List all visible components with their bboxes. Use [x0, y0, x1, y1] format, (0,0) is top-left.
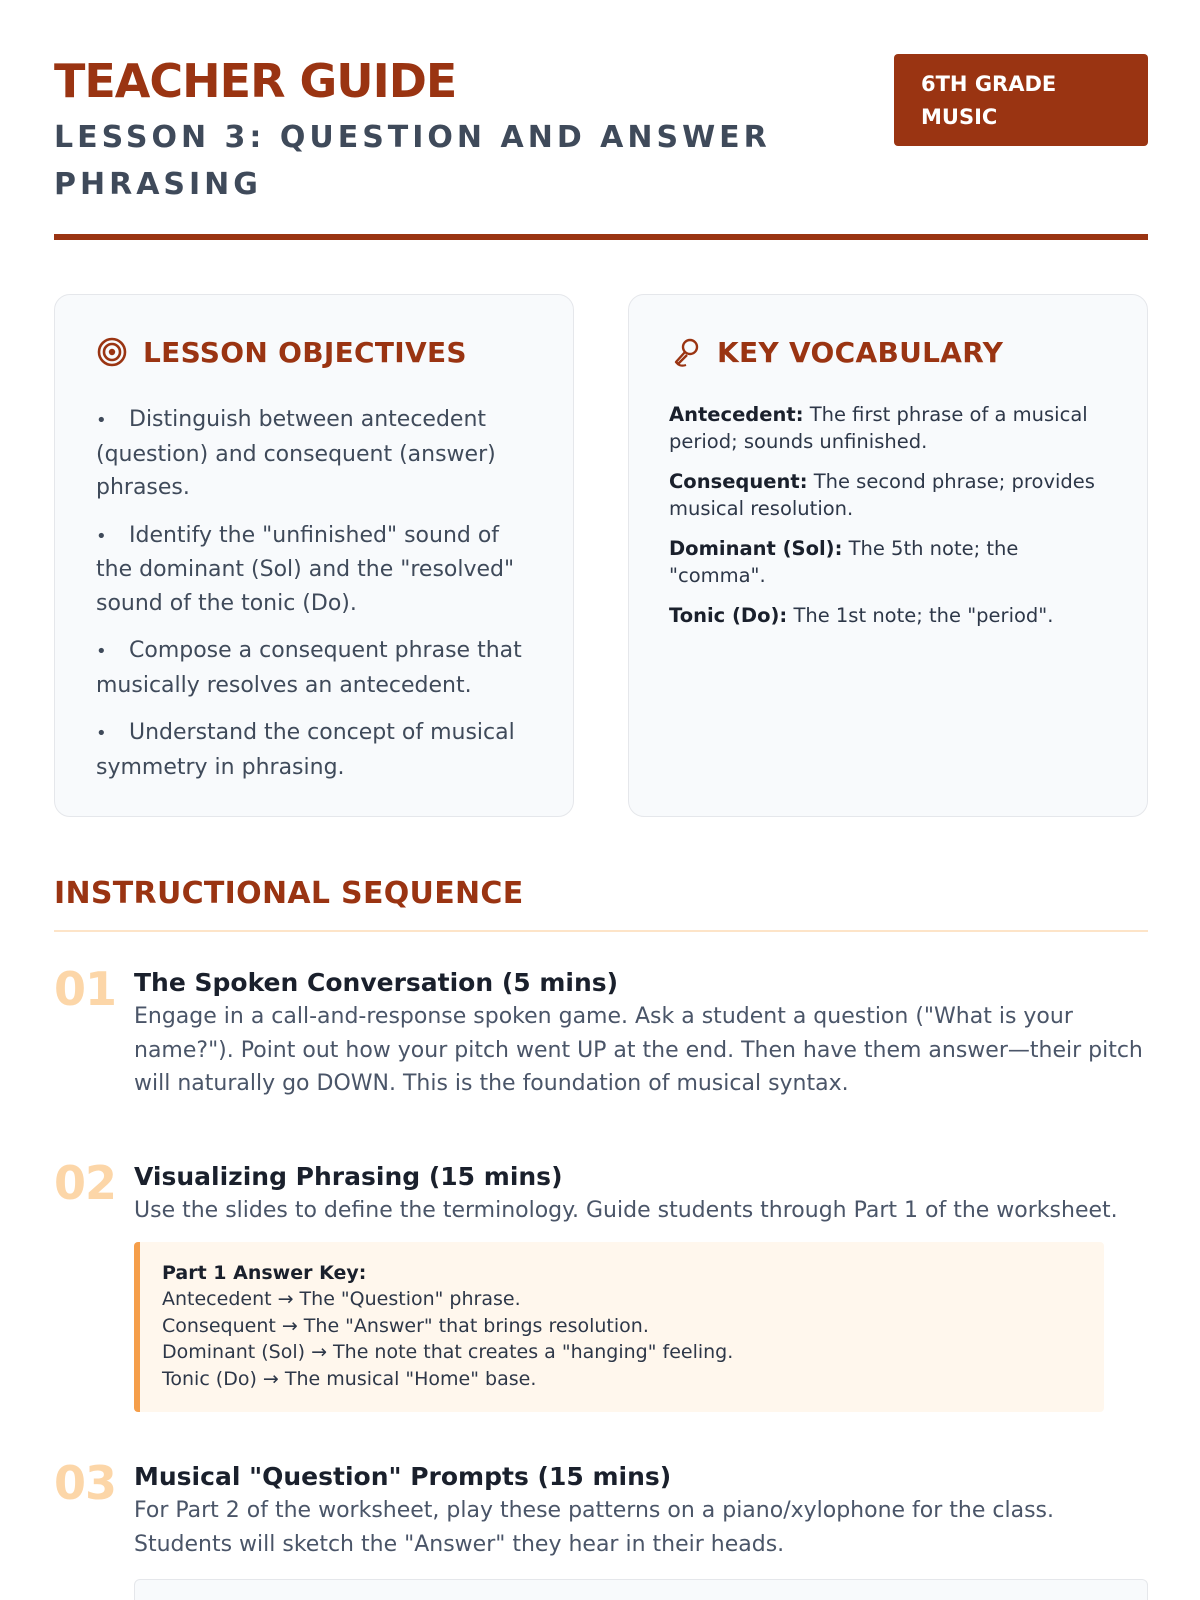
header-divider — [54, 234, 1148, 240]
step-body — [134, 966, 1148, 1101]
objectives-card — [54, 294, 574, 817]
sequence-divider — [54, 930, 1148, 932]
objectives-list — [96, 403, 536, 798]
step-text: For Part 2 of the worksheet, play these patterns on a piano/xylophone for the class. Students will sketch the "Answer" they hear in their heads. — [134, 1498, 1055, 1557]
vocab-definition: The first phrase of a musical period; sounds unfinished. — [669, 403, 1088, 453]
answer-key-line: Tonic (Do) → The musical "Home" base. — [162, 1367, 537, 1390]
page-header — [54, 52, 1148, 242]
objectives-heading — [95, 335, 467, 369]
objective-item: • Identify the "unfinished" sound of the dominant (Sol) and the "resolved" sound of the tonic (Do). — [96, 522, 515, 616]
step-text: Engage in a call-and-response spoken game. Ask a student a question ("What is your name?"). Point out how your pitch went UP at the end. Then have them answer—their pitch will naturally go DOWN. This is the foundation of musical syntax. — [134, 1004, 1143, 1096]
target-icon — [95, 335, 129, 369]
step-number: 01 — [54, 962, 117, 1016]
objective-item: • Understand the concept of musical symmetry in phrasing. — [96, 720, 515, 780]
step-title: The Spoken Conversation (5 mins) — [134, 968, 619, 997]
answer-key-box — [134, 1242, 1104, 1413]
vocab-entry — [669, 535, 1109, 589]
vocabulary-list — [669, 401, 1109, 642]
vocab-definition: The second phrase; provides musical resolution. — [669, 470, 1095, 520]
vocabulary-heading — [669, 335, 1003, 369]
vocab-definition: The 5th note; the "comma". — [669, 537, 1019, 587]
step-body — [134, 1460, 1148, 1600]
step-number: 03 — [54, 1456, 117, 1510]
vocab-entry — [669, 401, 1109, 455]
vocab-definition: The 1st note; the "period". — [793, 604, 1054, 627]
answer-key-line: Antecedent → The "Question" phrase. — [162, 1288, 521, 1310]
answer-key-line: Consequent → The "Answer" that brings resolution. — [162, 1314, 649, 1337]
prompt-box — [134, 1579, 1148, 1600]
answer-key-title: Part 1 Answer Key: — [162, 1261, 367, 1284]
vocabulary-heading-label: KEY VOCABULARY — [717, 335, 1004, 369]
sequence-heading: INSTRUCTIONAL SEQUENCE — [54, 876, 524, 911]
step-text: Use the slides to define the terminology. Guide students through Part 1 of the worksheet. — [134, 1198, 1118, 1223]
vocab-term: Tonic (Do): — [669, 604, 788, 627]
objective-item: • Distinguish between antecedent (question) and consequent (answer) phrases. — [96, 407, 496, 500]
vocab-entry — [669, 602, 1109, 629]
lesson-subtitle: LESSON 3: QUESTION AND ANSWER PHRASING — [54, 120, 771, 202]
vocab-term: Antecedent: — [669, 403, 804, 426]
vocab-term: Dominant (Sol): — [669, 537, 843, 560]
step-title: Musical "Question" Prompts (15 mins) — [134, 1462, 672, 1491]
page-title: TEACHER GUIDE — [54, 54, 457, 108]
step-number: 02 — [54, 1156, 117, 1210]
objectives-heading-label: LESSON OBJECTIVES — [143, 335, 467, 369]
step-body — [134, 1160, 1148, 1412]
vocabulary-card — [628, 294, 1148, 817]
step-title: Visualizing Phrasing (15 mins) — [134, 1162, 563, 1191]
vocab-term: Consequent: — [669, 470, 808, 493]
vocab-entry — [669, 468, 1109, 522]
objective-item: • Compose a consequent phrase that musically resolves an antecedent. — [96, 638, 522, 698]
microphone-icon — [669, 335, 703, 369]
grade-badge: 6TH GRADE MUSIC — [894, 54, 1148, 146]
answer-key-line: Dominant (Sol) → The note that creates a "hanging" feeling. — [162, 1341, 734, 1363]
